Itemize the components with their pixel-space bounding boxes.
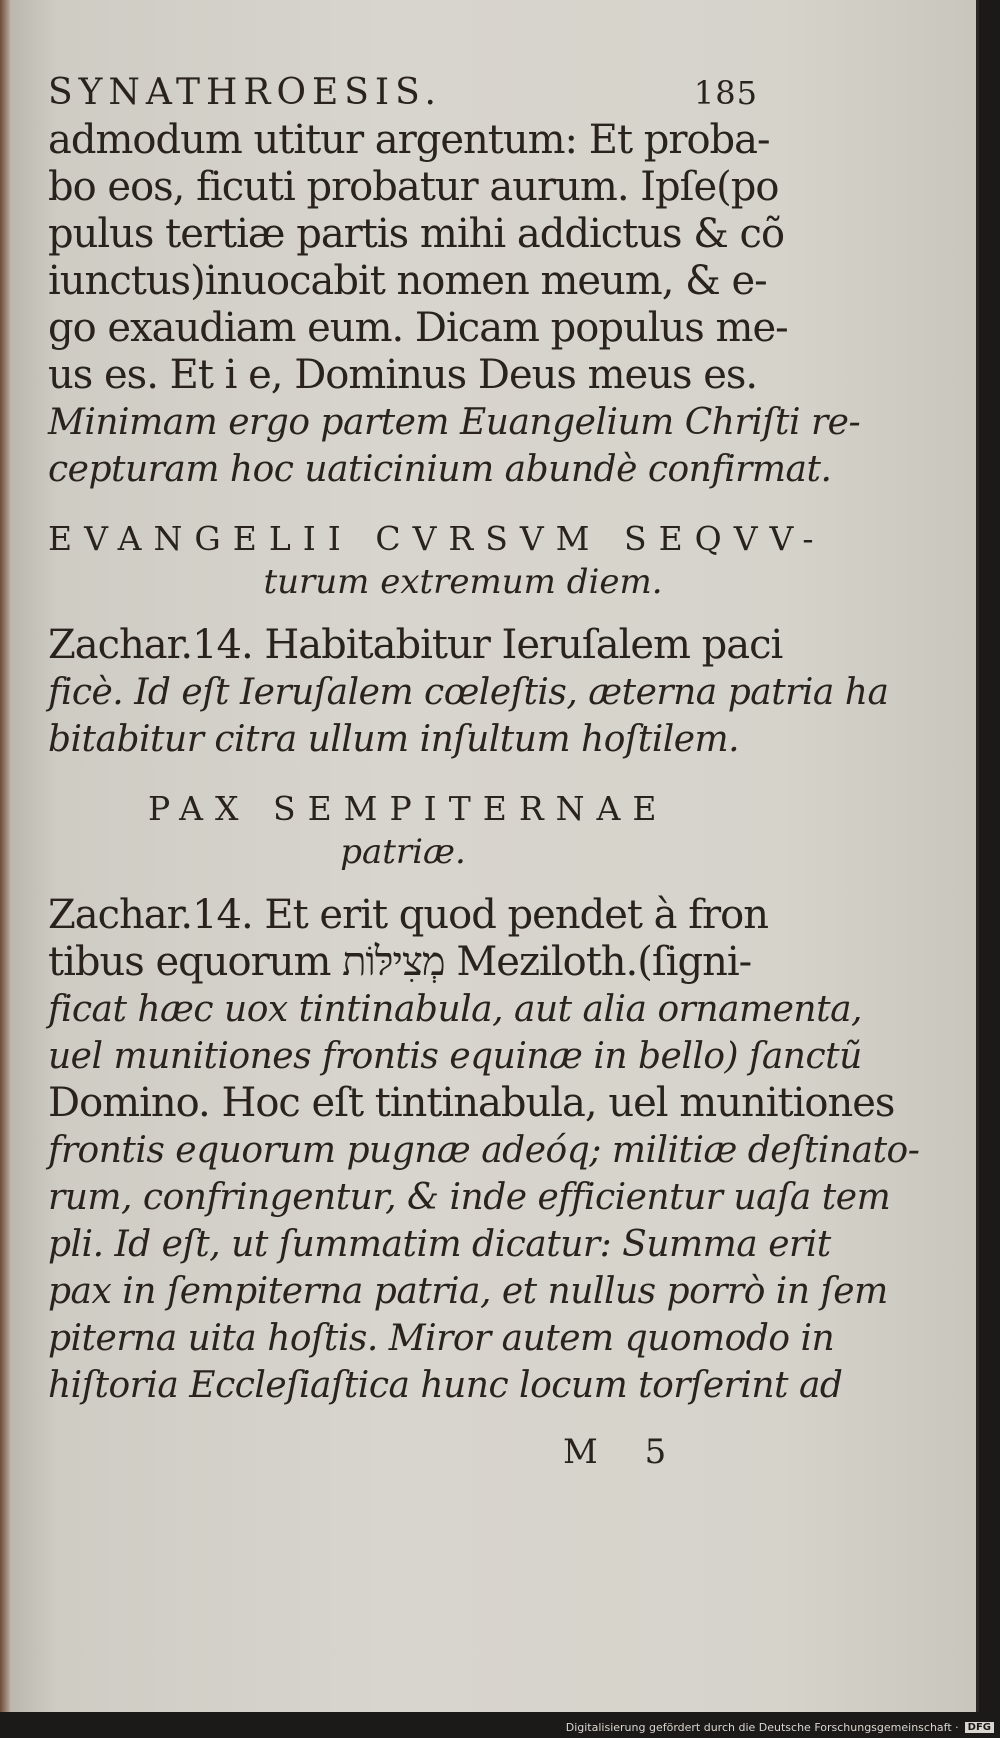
section-heading-1: EVANGELII CVRSVM SEQVV- — [48, 519, 826, 558]
text-line-italic: pax in ſempiterna patria, et nullus porrò in ſem — [48, 1271, 888, 1312]
page-number: 185 — [693, 74, 758, 112]
text-line-italic: pli. Id eſt, ut ſummatim dicatur: Summa erit — [48, 1224, 831, 1265]
text-line-italic: Minimam ergo partem Euangelium Chriſti re- — [48, 402, 861, 443]
text-line-italic: ficè. Id eſt Ieruſalem cœleſtis, æterna patria ha — [48, 672, 889, 713]
text-line: pulus tertiæ partis mihi addictus & cõ — [48, 211, 785, 257]
text-line: Zachar.14. Et erit quod pendet à fron — [48, 892, 768, 938]
text-line: Zachar.14. Habitabitur Ieruſalem paci — [48, 622, 783, 668]
text-line: iunctus)inuocabit nomen meum, & e- — [48, 258, 767, 304]
text-line: tibus equorum מְצִילּוֹת Meziloth.(ſigni- — [48, 939, 752, 985]
text-line-italic: rum, confringentur, & inde efficientur uaſa tem — [48, 1177, 891, 1218]
text-line-italic: piterna uita hoſtis. Miror autem quomodo in — [48, 1318, 835, 1359]
paragraph-3 — [48, 892, 920, 1409]
section-subheading-2: patriæ. — [340, 832, 466, 872]
text-line-italic: hiſtoria Eccleſiaſtica hunc locum torſerint ad — [48, 1365, 843, 1406]
dfg-logo: DFG — [965, 1722, 994, 1733]
text-line: admodum utitur argentum: Et proba- — [48, 117, 770, 163]
funding-footer — [566, 1721, 994, 1734]
catchword: M 5 — [563, 1432, 685, 1472]
section-subheading-1: turum extremum diem. — [263, 562, 663, 602]
text-line: Domino. Hoc eſt tintinabula, uel munitiones — [48, 1080, 895, 1126]
text-line-italic: uel munitiones frontis equinæ in bello) ſanctũ — [48, 1036, 862, 1077]
text-line: us es. Et i e, Dominus Deus meus es. — [48, 352, 758, 398]
paragraph-2 — [48, 622, 889, 763]
running-header — [48, 72, 758, 113]
running-title: SYNATHROESIS. — [48, 72, 442, 113]
text-line-italic: frontis equorum pugnæ adeóq; militiæ deſtinato- — [48, 1130, 920, 1171]
text-line: go exaudiam eum. Dicam populus me- — [48, 305, 788, 351]
text-line-italic: bitabitur citra ullum inſultum hoſtilem. — [48, 719, 740, 760]
text-line: bo eos, ficuti probatur aurum. Ipſe(po — [48, 164, 779, 210]
paragraph-1 — [48, 117, 861, 493]
footer-text: Digitalisierung gefördert durch die Deutsche Forschungsgemeinschaft · — [565, 1721, 959, 1734]
section-heading-2: PAX SEMPITERNAE — [148, 789, 669, 828]
text-line-italic: cepturam hoc uaticinium abundè confirmat. — [48, 449, 832, 490]
text-line-italic: ficat hæc uox tintinabula, aut alia ornamenta, — [48, 989, 862, 1030]
page-text — [48, 72, 920, 1409]
